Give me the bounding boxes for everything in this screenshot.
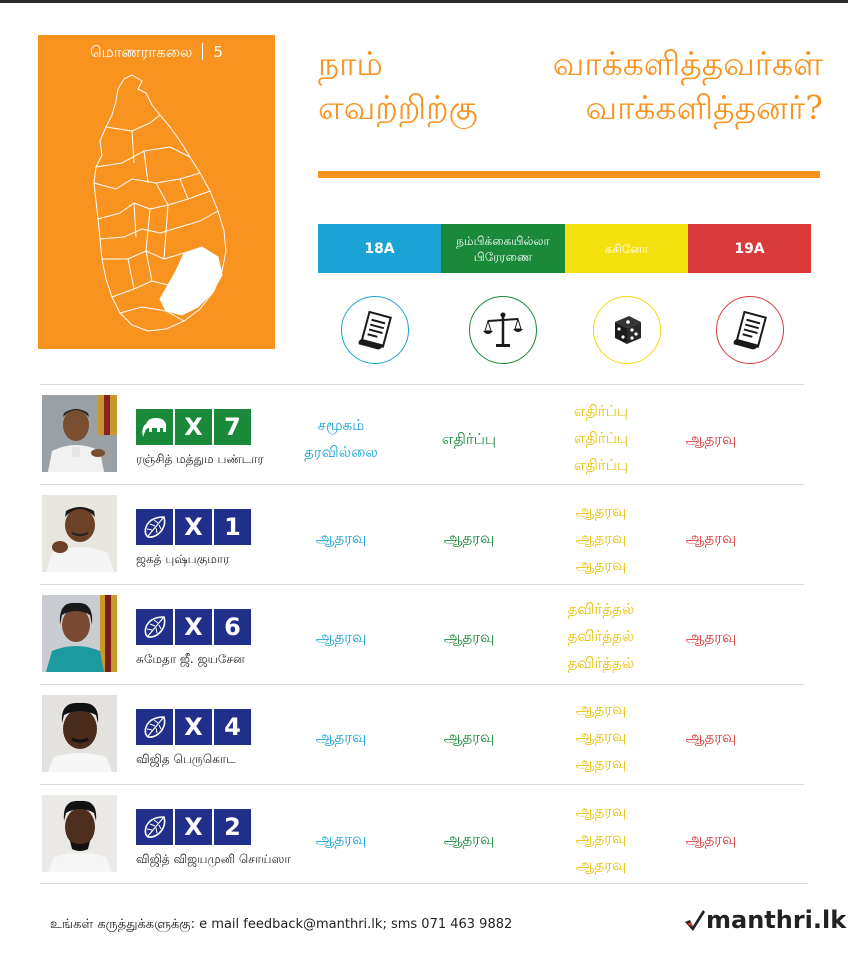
vote-value: சமூகம் bbox=[317, 416, 365, 434]
vote-19a bbox=[648, 624, 774, 651]
vote-19a bbox=[648, 426, 774, 453]
column-header-casino bbox=[565, 224, 688, 273]
preference-number: 1 bbox=[214, 509, 251, 545]
vote-value: தரவில்லை bbox=[304, 443, 378, 461]
vote-casino bbox=[538, 498, 664, 579]
vote-casino bbox=[538, 596, 664, 677]
page-title bbox=[318, 42, 823, 130]
vote-value: ஆதரவு bbox=[443, 830, 495, 848]
preference-number: 6 bbox=[214, 609, 251, 645]
betel-leaf-icon bbox=[136, 609, 173, 645]
vote-value: தவிர்த்தல் bbox=[567, 654, 635, 672]
avatar bbox=[42, 695, 117, 772]
vote-value: ஆதரவு bbox=[575, 700, 627, 718]
vote-value: தவிர்த்தல் bbox=[567, 600, 635, 618]
vote-value: ஆதரவு bbox=[575, 754, 627, 772]
brand-name: manthri.lk bbox=[706, 906, 847, 934]
vote-mark: X bbox=[175, 509, 212, 545]
vote-no-confidence bbox=[406, 624, 532, 651]
document-icon bbox=[341, 296, 409, 364]
district-panel bbox=[38, 35, 275, 349]
avatar bbox=[42, 395, 117, 472]
vote-value: ஆதரவு bbox=[575, 529, 627, 547]
column-header-label: 19A bbox=[734, 240, 765, 257]
vote-19a bbox=[648, 724, 774, 751]
column-header-19a bbox=[688, 224, 811, 273]
column-header-label: நம்பிக்கையில்லா பிரேரணை bbox=[456, 233, 550, 264]
candidate-name: விஜித் விஜயமுனி சொய்ஸா bbox=[136, 852, 291, 866]
title-line-1: நாம் வாக்களித்தவர்கள் bbox=[318, 44, 823, 83]
betel-leaf-icon bbox=[136, 709, 173, 745]
vote-value: ஆதரவு bbox=[575, 802, 627, 820]
avatar bbox=[42, 595, 117, 672]
betel-leaf-icon bbox=[136, 509, 173, 545]
feedback-text: உங்கள் கருத்துக்களுக்கு: e mail feedback@manthri.lk; sms 071 463 9882 bbox=[50, 917, 513, 932]
avatar bbox=[42, 495, 117, 572]
party-badge bbox=[136, 509, 251, 545]
vote-value: ஆதரவு bbox=[315, 728, 367, 746]
scales-icon bbox=[469, 296, 537, 364]
vote-value: ஆதரவு bbox=[315, 830, 367, 848]
party-badge bbox=[136, 709, 251, 745]
vote-value: ஆதரவு bbox=[443, 628, 495, 646]
party-badge bbox=[136, 609, 251, 645]
party-badge bbox=[136, 409, 251, 445]
vote-value: ஆதரவு bbox=[575, 856, 627, 874]
candidate-name: ஜகத் புஷ்பகுமார bbox=[136, 552, 230, 566]
vote-value: ஆதரவு bbox=[315, 529, 367, 547]
dice-icon bbox=[593, 296, 661, 364]
vote-mark: X bbox=[175, 409, 212, 445]
vote-value: ஆதரவு bbox=[685, 728, 737, 746]
top-border bbox=[0, 0, 848, 3]
vote-value: எதிர்ப்பு bbox=[573, 429, 629, 447]
preference-number: 4 bbox=[214, 709, 251, 745]
vote-casino bbox=[538, 696, 664, 777]
vote-casino bbox=[538, 798, 664, 879]
vote-value: ஆதரவு bbox=[443, 529, 495, 547]
district-name: மொணராகலை bbox=[89, 43, 193, 61]
vote-value: ஆதரவு bbox=[685, 529, 737, 547]
checkmark-icon bbox=[684, 908, 706, 932]
vote-value: தவிர்த்தல் bbox=[567, 627, 635, 645]
vote-18a bbox=[278, 412, 404, 466]
vote-no-confidence bbox=[406, 426, 532, 453]
column-header-18a bbox=[318, 224, 441, 273]
vote-18a bbox=[278, 624, 404, 651]
manthri-logo bbox=[684, 906, 846, 934]
table-bottom-divider bbox=[40, 883, 808, 884]
title-line-2: எவற்றிற்கு வாக்களித்தனர்? bbox=[318, 88, 823, 127]
vote-no-confidence bbox=[406, 724, 532, 751]
column-header-no-confidence bbox=[441, 224, 565, 273]
elephant-icon bbox=[136, 409, 173, 445]
vote-mark: X bbox=[175, 709, 212, 745]
vote-mark: X bbox=[175, 809, 212, 845]
vote-value: ஆதரவு bbox=[575, 829, 627, 847]
district-number: 5 bbox=[213, 43, 224, 61]
vote-value: ஆதரவு bbox=[685, 830, 737, 848]
preference-number: 2 bbox=[214, 809, 251, 845]
vote-18a bbox=[278, 724, 404, 751]
vote-19a bbox=[648, 525, 774, 552]
vote-value: ஆதரவு bbox=[315, 628, 367, 646]
vote-value: எதிர்ப்பு bbox=[573, 456, 629, 474]
candidate-name: ரஞ்சித் மத்தும பண்டார bbox=[136, 452, 264, 466]
vote-value: ஆதரவு bbox=[575, 556, 627, 574]
vote-18a bbox=[278, 525, 404, 552]
vote-value: ஆதரவு bbox=[575, 727, 627, 745]
candidate-name: சுமேதா ஜீ. ஜயசேன bbox=[136, 652, 245, 666]
vote-no-confidence bbox=[406, 826, 532, 853]
vote-mark: X bbox=[175, 609, 212, 645]
column-header-label: 18A bbox=[364, 240, 395, 257]
vote-value: ஆதரவு bbox=[443, 728, 495, 746]
vote-value: ஆதரவு bbox=[685, 628, 737, 646]
sri-lanka-map-icon bbox=[72, 71, 242, 341]
betel-leaf-icon bbox=[136, 809, 173, 845]
avatar bbox=[42, 795, 117, 872]
preference-number: 7 bbox=[214, 409, 251, 445]
vote-casino bbox=[538, 398, 664, 479]
vote-value: ஆதரவு bbox=[575, 502, 627, 520]
vote-18a bbox=[278, 826, 404, 853]
party-badge bbox=[136, 809, 251, 845]
document-icon bbox=[716, 296, 784, 364]
title-divider bbox=[318, 171, 820, 178]
vote-value: எதிர்ப்பு bbox=[573, 402, 629, 420]
vote-no-confidence bbox=[406, 525, 532, 552]
vote-value: எதிர்ப்பு bbox=[441, 430, 497, 448]
vote-19a bbox=[648, 826, 774, 853]
district-header bbox=[38, 43, 275, 63]
vote-value: ஆதரவு bbox=[685, 430, 737, 448]
candidate-name: விஜித பெருகொட bbox=[136, 752, 236, 766]
column-header-label: கசினோ bbox=[604, 241, 649, 256]
